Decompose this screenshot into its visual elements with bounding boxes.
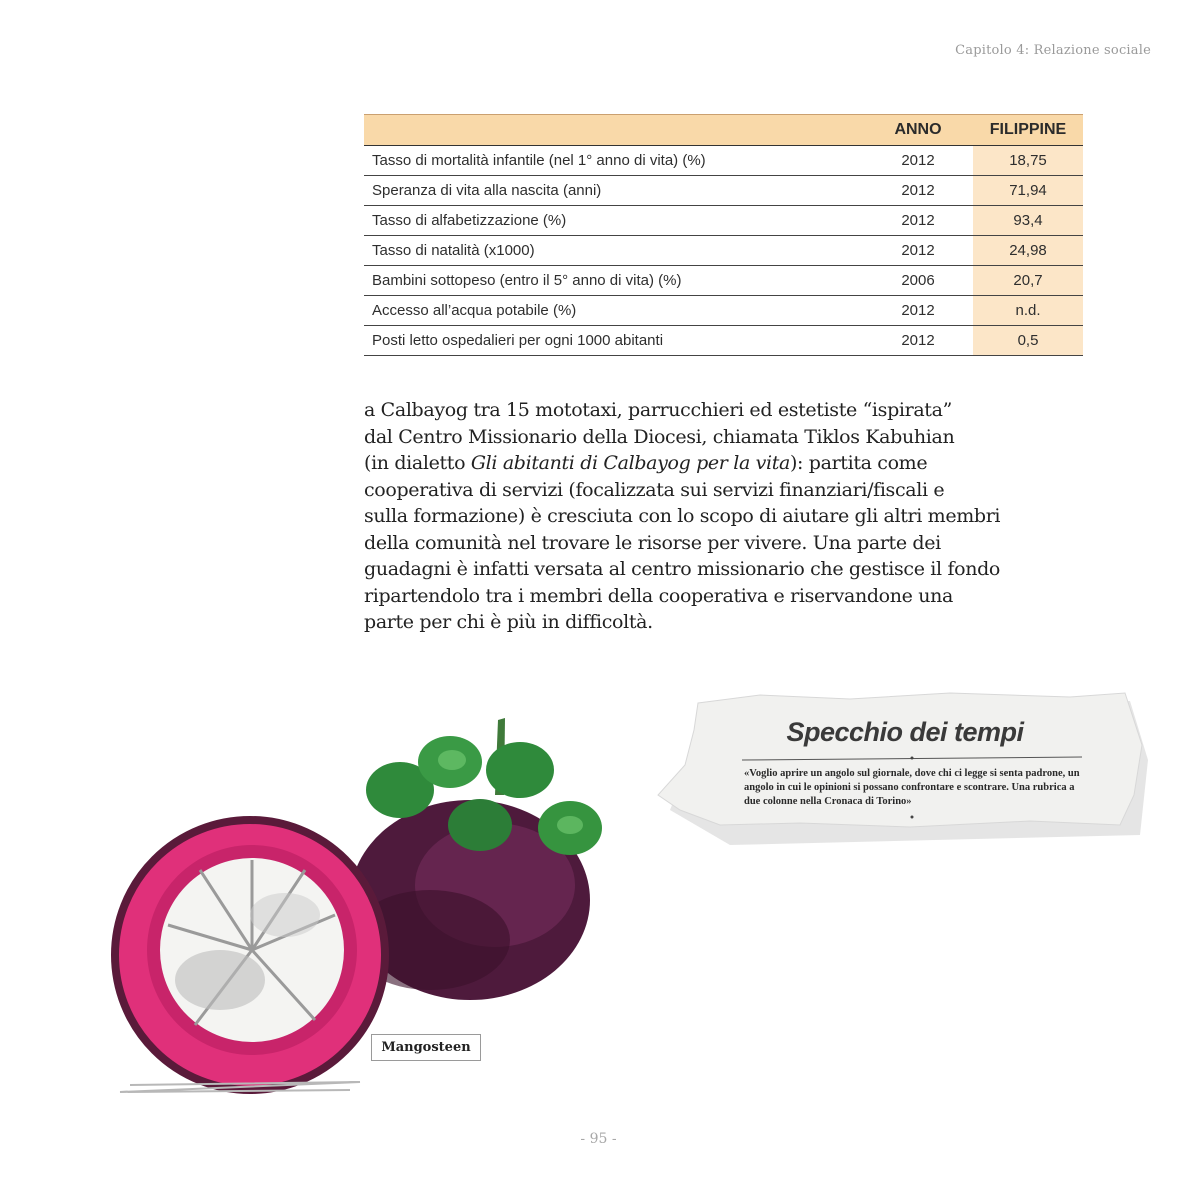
table-row — [364, 296, 1083, 326]
row-value: 93,4 — [973, 206, 1083, 236]
table-header-row — [364, 115, 1083, 146]
clipping-quote: «Voglio aprire un angolo sul giornale, dove chi ci legge si senta padrone, un angolo in cui le opinioni si possano confrontare e scontrare. Una rubrica a due colonne nella Cronaca di Torino» — [744, 768, 1080, 807]
body-line: parte per chi è più in difficoltà. — [364, 611, 653, 633]
body-line: cooperativa di servizi (focalizzata sui servizi finanziari/fiscali e — [364, 478, 945, 501]
row-year: 2012 — [863, 296, 973, 326]
chapter-header: Capitolo 4: Relazione sociale — [955, 43, 1151, 58]
sepal — [486, 742, 554, 798]
row-label: Speranza di vita alla nascita (anni) — [364, 176, 863, 206]
row-label: Accesso all’acqua potabile (%) — [364, 296, 863, 326]
table-row — [364, 146, 1083, 176]
body-line: guadagni è infatti versata al centro missionario che gestisce il fondo — [364, 558, 1001, 580]
row-value: 20,7 — [973, 266, 1083, 296]
body-line: sulla formazione) è cresciuta con lo scopo di aiutare gli altri membri — [364, 505, 1001, 527]
header-country: FILIPPINE — [973, 115, 1083, 146]
row-value: 0,5 — [973, 326, 1083, 356]
clipping-dot — [911, 757, 914, 760]
row-year: 2012 — [863, 146, 973, 176]
clipping-dot — [911, 816, 914, 819]
row-value: 71,94 — [973, 176, 1083, 206]
mangosteen-illustration — [100, 700, 620, 1110]
row-label: Bambini sottopeso (entro il 5° anno di vita) (%) — [364, 266, 863, 296]
row-year: 2006 — [863, 266, 973, 296]
illustration-caption: Mangosteen — [371, 1034, 481, 1061]
body-line: dal Centro Missionario della Diocesi, chiamata Tiklos Kabuhian — [364, 425, 955, 448]
table-row — [364, 236, 1083, 266]
dialect-translation: Gli abitanti di Calbayog per la vita — [470, 452, 790, 474]
row-year: 2012 — [863, 236, 973, 266]
row-year: 2012 — [863, 326, 973, 356]
row-label: Tasso di mortalità infantile (nel 1° anno di vita) (%) — [364, 146, 863, 176]
row-value: n.d. — [973, 296, 1083, 326]
body-line — [364, 450, 1104, 477]
row-label: Posti letto ospedalieri per ogni 1000 abitanti — [364, 326, 863, 356]
row-label: Tasso di natalità (x1000) — [364, 236, 863, 266]
table-row — [364, 176, 1083, 206]
body-line: ripartendolo tra i membri della cooperativa e riservandone una — [364, 584, 953, 607]
body-line: della comunità nel trovare le risorse per vivere. Una parte dei — [364, 531, 941, 554]
body-line-part: ): partita come — [789, 452, 928, 474]
flesh-shading — [175, 950, 265, 1010]
row-value: 24,98 — [973, 236, 1083, 266]
page-number: - 95 - — [580, 1131, 617, 1147]
row-year: 2012 — [863, 176, 973, 206]
header-year: ANNO — [863, 115, 973, 146]
table-row — [364, 266, 1083, 296]
row-label: Tasso di alfabetizzazione (%) — [364, 206, 863, 236]
sepal-highlight — [557, 816, 583, 834]
body-line: a Calbayog tra 15 mototaxi, parrucchieri ed estetiste “ispirata” — [364, 399, 952, 421]
sepal — [448, 799, 512, 851]
row-year: 2012 — [863, 206, 973, 236]
table-row — [364, 326, 1083, 356]
header-indicator — [364, 115, 863, 146]
body-paragraph — [364, 397, 1104, 636]
body-line-part: (in dialetto — [364, 452, 471, 474]
pencil-ground — [120, 1082, 360, 1092]
clipping-title: Specchio dei tempi — [786, 717, 1024, 747]
statistics-table — [364, 114, 1083, 356]
flesh-shading — [250, 893, 320, 937]
row-value: 18,75 — [973, 146, 1083, 176]
table-row — [364, 206, 1083, 236]
sepal-highlight — [438, 750, 466, 770]
